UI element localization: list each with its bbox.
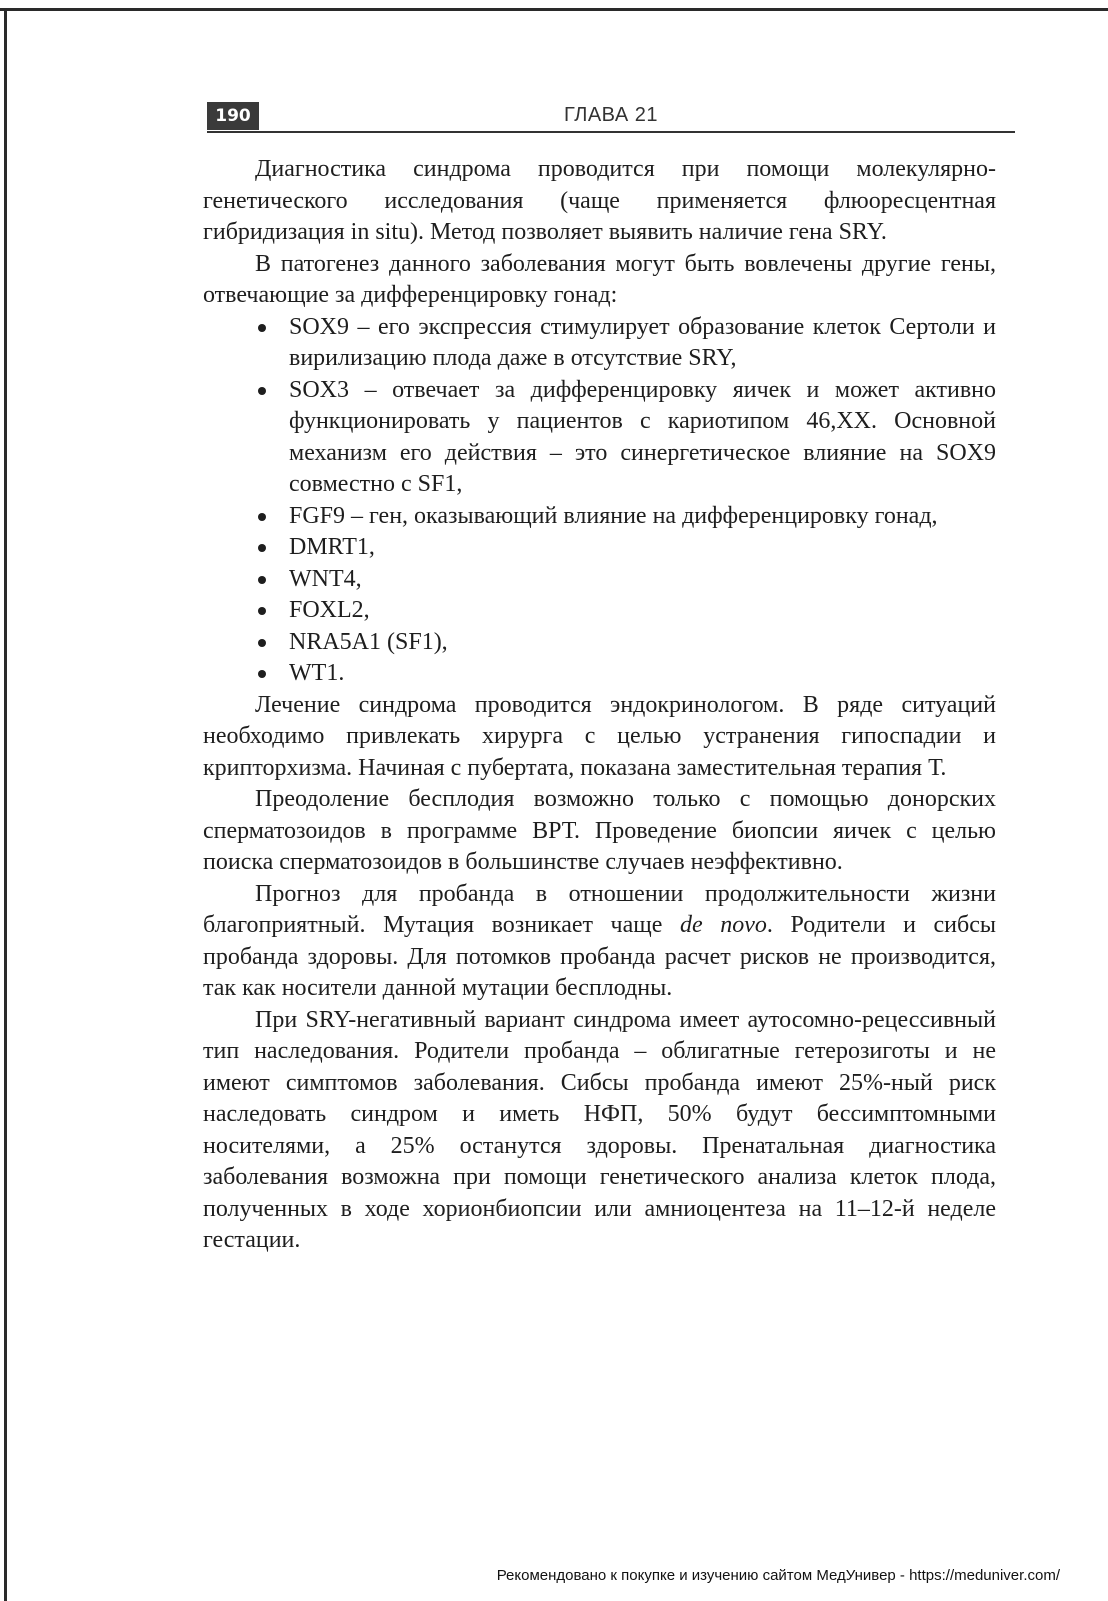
list-item: WT1. [289, 658, 996, 690]
body-text [203, 154, 996, 1257]
chapter-title: ГЛАВА 21 [564, 104, 658, 126]
prognosis-text-start: Прогноз для пробанда в отношении продолжительности жизни благоприятный. Мутация возникает чаще [203, 880, 996, 938]
paragraph-pathogenesis: В патогенез данного заболевания могут быть вовлечены другие гены, отвечающие за дифференцировку гонад: [203, 250, 996, 308]
footer-note: Рекомендовано к покупке и изучению сайтом МедУнивер - https://meduniver.com/ [496, 1567, 1060, 1584]
paragraph-infertility: Преодоление бесплодия возможно только с помощью донорских сперматозоидов в программе ВРТ. Проведение биопсии яичек с целью поиска сперматозоидов в большинстве случаев неэффективно. [203, 786, 996, 875]
paragraph-inheritance: При SRY-негативный вариант синдрома имеет аутосомно-рецессивный тип наследования. Родители пробанда – облигатные гетерозиготы и не имеют симптомов заболевания. Сибсы пробанда имеют 25%-ный риск наследовать синдром и иметь НФП, 50% будут бессимптомными носителями, а 25% останутся здоровы. Пренатальная диагностика заболевания возможна при помощи генетического анализа клеток плода, полученных в ходе хорионбиопсии или амниоцентеза на 11–12-й неделе гестации. [203, 1006, 996, 1253]
list-item: NRA5A1 (SF1), [289, 627, 996, 659]
prognosis-italic-term: de novo [680, 912, 767, 938]
paragraph-diagnostics: Диагностика синдрома проводится при помощи молекулярно-генетического исследования (чаще применяется флюоресцентная гибридизация in situ). Метод позволяет выявить наличие гена SRY. [203, 156, 996, 245]
scan-edge-left [4, 8, 7, 1601]
prognosis-text-end: . Родители и сибсы пробанда здоровы. Для потомков пробанда расчет рисков не производится, так как носители данной мутации бесплодны. [203, 912, 997, 1001]
list-item: SOX3 – отвечает за дифференцировку яичек и может активно функционировать у пациентов с кариотипом 46,XX. Основной механизм его действия – это синергетическое влияние на SOX9 совместно с SF1, [289, 375, 996, 501]
list-item: SOX9 – его экспрессия стимулирует образование клеток Сертоли и вирилизацию плода даже в отсутствие SRY, [289, 312, 996, 375]
paragraph-treatment: Лечение синдрома проводится эндокринологом. В ряде ситуаций необходимо привлекать хирурга с целью устранения гипоспадии и крипторхизма. Начиная с пубертата, показана заместительная терапия Т. [203, 691, 996, 781]
header-rule [207, 131, 1015, 133]
gene-list [203, 312, 996, 690]
list-item: WNT4, [289, 564, 996, 596]
page-header [207, 100, 1015, 134]
list-item: DMRT1, [289, 532, 996, 564]
list-item: FOXL2, [289, 595, 996, 627]
paragraph-prognosis [203, 879, 996, 1005]
list-item: FGF9 – ген, оказывающий влияние на дифференцировку гонад, [289, 501, 996, 533]
scan-edge-top [0, 8, 1108, 11]
page-number: 190 [207, 102, 259, 130]
